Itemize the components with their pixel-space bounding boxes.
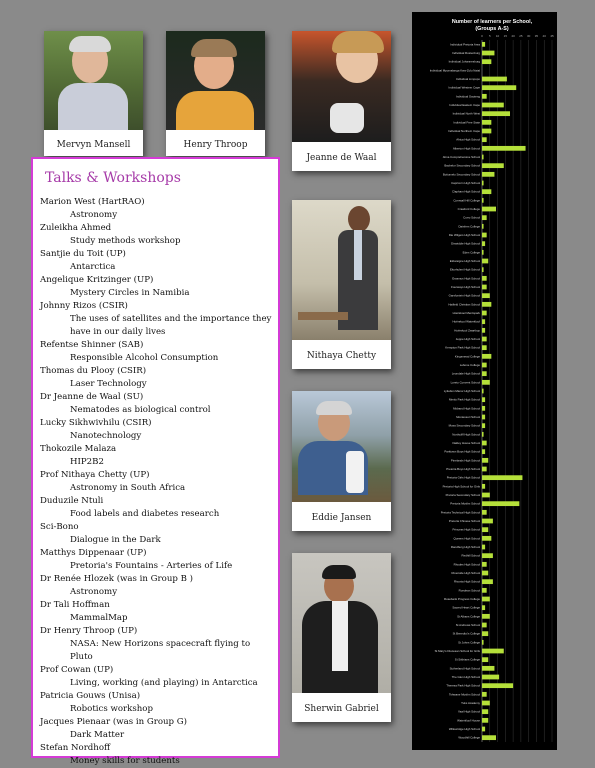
chart-bar	[482, 701, 490, 706]
category-label: Northcliff High School	[452, 432, 480, 437]
category-label: Queens High School	[453, 536, 480, 541]
talk-topic: Antarctica	[70, 262, 116, 272]
category-label: Vaal High School	[458, 709, 480, 714]
chart-bar	[482, 285, 487, 290]
category-label: Sutherland High School	[449, 666, 480, 671]
category-label: Die Wilgers High School	[448, 233, 480, 237]
talks-title: Talks & Workshops	[45, 170, 181, 186]
category-label: Crawford College	[457, 207, 480, 211]
category-label: Oakley House School	[452, 441, 480, 445]
category-label: Curro School	[463, 215, 480, 220]
chart-bar	[482, 146, 526, 151]
chart-bar	[482, 85, 516, 90]
talk-entry	[40, 690, 274, 716]
category-label: Montessori School	[456, 415, 480, 419]
category-label: Individual Rustenburg	[452, 51, 480, 55]
talk-topic: Responsible Alcohol Consumption	[70, 353, 219, 363]
chart-bar	[482, 224, 484, 229]
chart-bar	[482, 363, 487, 368]
portrait-image	[292, 200, 391, 340]
talk-speaker: Prof Cowan (UP)	[40, 665, 114, 675]
x-tick-label: 20	[511, 34, 515, 38]
category-label: Woodhill College	[458, 735, 480, 740]
category-label: Hoërskool Menlopark	[452, 311, 480, 315]
talk-entry	[40, 625, 274, 664]
category-label: Eden College	[462, 250, 480, 255]
chart-bar	[482, 267, 484, 272]
photo-caption: Henry Throop	[183, 140, 248, 150]
category-label: Individual Western Cape	[448, 85, 480, 90]
chart-bar	[482, 545, 485, 550]
chart-bar	[482, 51, 494, 56]
category-label: Sacred Heart College	[452, 605, 480, 610]
category-label: Kempton Park High School	[445, 345, 480, 350]
talk-topic: Study methods workshop	[70, 236, 181, 246]
chart-bar	[482, 103, 504, 108]
chart-bar	[482, 649, 504, 654]
chart-bar	[482, 666, 494, 671]
chart-bar	[482, 692, 487, 697]
chart-bar	[482, 250, 484, 255]
category-label: Dinwiddie High School	[451, 241, 480, 246]
chart-subtitle: (Groups A-S)	[475, 26, 509, 32]
talk-speaker: Dr Jeanne de Waal (SU)	[40, 392, 144, 402]
talk-topic: Pretoria's Fountains - Arteries of Life	[70, 561, 233, 571]
category-label: Mosa Secondary School	[448, 423, 480, 428]
category-label: Pretoria Secondary School	[445, 493, 480, 497]
category-label: Randburg High School	[450, 545, 480, 549]
talk-speaker: Dr Renée Hlozek (was in Group B )	[40, 574, 193, 584]
category-label: Pretoria Muslim School	[450, 501, 480, 506]
learners-bar-chart	[412, 12, 557, 750]
category-label: Individual Limpopo	[455, 77, 480, 81]
category-label: Parktown Boys High School	[444, 449, 480, 454]
chart-bar	[482, 215, 487, 220]
photo-caption: Sherwin Gabriel	[304, 704, 379, 714]
photo-caption: Jeanne de Waal	[306, 153, 377, 163]
category-label: Waterkloof House	[457, 718, 480, 723]
chart-bar	[482, 657, 488, 662]
talk-topic: Nematodes as biological control	[70, 405, 211, 415]
portrait-image	[292, 391, 391, 502]
talk-topic: The uses of satellites and the importance they have in our daily lives	[70, 314, 272, 337]
talk-entry	[40, 547, 274, 573]
category-label: Pretoria Girls High School	[446, 475, 480, 480]
chart-bar	[482, 467, 487, 472]
x-tick-label: 30	[526, 34, 531, 38]
talk-speaker: Thokozile Malaza	[40, 444, 117, 454]
category-label: Redhill School	[461, 553, 480, 558]
talk-topic: Astronomy	[70, 210, 118, 220]
chart-bar	[482, 42, 485, 47]
category-label: Individual North West	[452, 111, 480, 116]
talk-speaker: Santjie du Toit (UP)	[40, 249, 126, 259]
category-label: Menlo Park High School	[448, 397, 480, 402]
chart-bar	[482, 727, 485, 732]
category-label: Pretoria High School for Girls	[442, 484, 480, 489]
category-label: Africa High School	[456, 137, 480, 142]
talk-entry	[40, 573, 274, 599]
talk-topic: Money skills for students	[70, 756, 180, 766]
chart-bar	[482, 181, 484, 186]
talk-speaker: Patricia Gouws (Unisa)	[40, 691, 141, 701]
talk-speaker: Jacques Pienaar (was in Group G)	[40, 717, 188, 727]
chart-bar	[482, 233, 487, 238]
photo-caption: Nithaya Chetty	[306, 351, 377, 361]
chart-bar	[482, 94, 487, 99]
category-label: Pretoria Boys High School	[446, 467, 480, 471]
portrait-image	[44, 31, 143, 130]
chart-bar	[482, 259, 488, 264]
chart-bar	[482, 311, 487, 316]
talk-speaker: Dr Tali Hoffman	[40, 600, 110, 610]
x-tick-label: 35	[534, 34, 539, 38]
talk-speaker: Dr Henry Throop (UP)	[40, 626, 138, 636]
category-label: St Benedict's College	[452, 631, 480, 636]
chart-bar	[482, 458, 488, 463]
category-label: Cornwall Hill College	[453, 198, 480, 203]
x-tick-label: 0	[481, 34, 483, 38]
category-label: Lebone College	[459, 363, 480, 367]
chart-bar	[482, 501, 519, 506]
category-label: Rhodes High School	[453, 562, 480, 567]
talk-topic: Astronomy	[70, 587, 118, 597]
category-label: Boitumelo Secondary School	[442, 172, 480, 177]
chart-bar	[482, 163, 504, 168]
x-tick-label: 15	[503, 34, 508, 38]
talk-topic: Living, working (and playing) in Antarctica	[70, 678, 258, 688]
category-label: Clapham High School	[452, 189, 480, 194]
talk-speaker: Stefan Nordhoff	[40, 743, 111, 753]
chart-bar	[482, 406, 485, 411]
talk-entry	[40, 443, 274, 469]
category-label: Alma Comprehensive School	[442, 155, 480, 159]
category-label: Theresa Park High School	[446, 683, 480, 688]
category-label: Lyttelton Manor High School	[443, 389, 480, 393]
chart-bar	[482, 241, 485, 246]
talk-speaker: Johnny Rizos (CSIR)	[40, 301, 128, 311]
photo-nithaya-chetty	[292, 200, 391, 369]
talk-entry	[40, 742, 274, 768]
category-label: St Stithians College	[454, 657, 480, 662]
talk-topic: Dialogue in the Dark	[70, 535, 161, 545]
category-label: Willowridge High School	[448, 727, 480, 731]
category-label: Individual Eastern Cape	[449, 103, 480, 107]
talk-entry	[40, 196, 274, 222]
category-label: Rivonia High School	[453, 579, 480, 584]
category-label: St Albans College	[457, 614, 480, 619]
chart-bar	[482, 371, 487, 376]
chart-bar	[482, 579, 493, 584]
x-tick-label: 10	[495, 34, 500, 38]
category-label: Alberton High School	[452, 146, 480, 151]
chart-bar	[482, 519, 493, 524]
chart-bar	[482, 293, 490, 298]
category-label: Bachelor Secondary School	[444, 163, 480, 168]
chart-bar	[482, 155, 484, 160]
chart-bar	[482, 553, 493, 558]
category-label: Dainfern College	[458, 224, 480, 229]
talk-speaker: Sci-Bono	[40, 522, 79, 532]
talk-entry	[40, 339, 274, 365]
talk-entry	[40, 469, 274, 495]
photo-henry-throop	[166, 31, 265, 156]
category-label: Hoërskool Zwartkop	[454, 328, 480, 333]
photo-caption: Eddie Jansen	[311, 513, 372, 523]
chart-bar	[482, 207, 496, 212]
talk-topic: Robotics workshop	[70, 704, 153, 714]
talks-workshops-panel	[31, 157, 280, 766]
category-label: Individual Mpumalanga Kwa-Zulu Natal	[429, 68, 480, 73]
chart-bar	[482, 397, 485, 402]
x-tick-label: 40	[542, 34, 546, 38]
category-label: Tuks Academy	[461, 701, 480, 705]
chart-bar	[482, 423, 485, 428]
category-label: Pretoria Technical High School	[440, 510, 480, 515]
portrait-image	[292, 31, 391, 142]
chart-bar	[482, 527, 488, 532]
x-tick-label: 5	[488, 34, 491, 38]
chart-bar	[482, 319, 485, 324]
chart-bar	[482, 354, 491, 359]
talk-topic: Laser Technology	[70, 379, 147, 389]
talk-entry	[40, 716, 274, 742]
talk-entry	[40, 365, 274, 391]
chart-bar	[482, 59, 491, 64]
talk-speaker: Prof Nithaya Chetty (UP)	[40, 470, 150, 480]
category-label: Roedean School	[458, 588, 480, 593]
chart-bar	[482, 449, 485, 454]
talk-speaker: Duduzile Ntuli	[40, 496, 104, 506]
category-label: Hatfield Christian School	[448, 302, 480, 307]
talk-speaker: Angelique Kritzinger (UP)	[40, 275, 154, 285]
category-label: Garsfontein High School	[448, 293, 480, 298]
chart-bar	[482, 328, 485, 333]
category-label: Individual Pretoria Area	[450, 42, 480, 47]
chart-bar	[482, 614, 490, 619]
portrait-image	[292, 553, 391, 693]
photo-caption: Mervyn Mansell	[56, 140, 131, 150]
category-label: Princess High School	[452, 527, 480, 532]
category-label: Hoërskool Waterkloof	[452, 319, 480, 324]
category-label: Pretoria Chinese School	[448, 519, 480, 523]
category-label: Erasmus High School	[452, 276, 480, 281]
category-label: Tshwane Muslim School	[448, 692, 480, 697]
talk-entry	[40, 248, 274, 274]
category-label: Ekurhuleni High School	[449, 267, 480, 272]
chart-bar	[482, 709, 488, 714]
chart-bar	[482, 198, 484, 203]
talk-speaker: Refentse Shinner (SAB)	[40, 340, 144, 350]
category-label: Capricorn High School	[451, 181, 480, 185]
chart-bar	[482, 389, 484, 394]
category-label: St Mary's Diocesan School for Girls	[434, 649, 480, 653]
talk-entry	[40, 274, 274, 300]
category-label: Rosebank Progress College	[444, 597, 480, 601]
chart-bar	[482, 77, 507, 82]
chart-bar	[482, 571, 488, 576]
category-label: Midrand High School	[453, 406, 480, 411]
talk-entry	[40, 300, 274, 339]
category-label: Leondale High School	[451, 371, 480, 376]
category-label: Riverside High School	[451, 571, 480, 575]
photo-sherwin-gabriel	[292, 553, 391, 722]
chart-bar	[482, 415, 485, 420]
photo-jeanne-de-waal	[292, 31, 391, 171]
category-label: Individual Northern Cape	[448, 129, 480, 133]
chart-bar	[482, 510, 487, 515]
category-label: Loreto Convent School	[450, 380, 480, 385]
talk-entry	[40, 222, 274, 248]
talk-speaker: Matthys Dippenaar (UP)	[40, 548, 147, 558]
chart-bar	[482, 111, 510, 116]
chart-bar	[482, 189, 491, 194]
chart-bar	[482, 380, 490, 385]
chart-bar	[482, 475, 522, 480]
talk-topic: MammalMap	[70, 613, 128, 623]
learners-chart	[412, 12, 557, 750]
chart-bar	[482, 484, 485, 489]
talk-entry	[40, 599, 274, 625]
talk-topic: NASA: New Horizons spacecraft flying to Pluto	[70, 639, 251, 662]
talk-topic: HIP2B2	[70, 457, 104, 467]
talk-topic: Astronomy in South Africa	[70, 483, 186, 493]
chart-bar	[482, 631, 488, 636]
talk-speaker: Zuleikha Ahmed	[40, 223, 112, 233]
category-label: Pinelands High School	[450, 458, 480, 463]
talk-topic: Nanotechnology	[70, 431, 142, 441]
category-label: Individual Free State	[453, 120, 480, 125]
category-label: Individual Johannesburg	[448, 59, 480, 64]
talk-speaker: Marion West (HartRAO)	[40, 197, 145, 207]
chart-bar	[482, 718, 488, 723]
category-label: St Johns College	[458, 640, 480, 645]
chart-bar	[482, 172, 494, 177]
chart-bar	[482, 536, 491, 541]
talk-topic: Food labels and diabetes research	[70, 509, 220, 519]
talk-entry	[40, 391, 274, 417]
talk-topic: Mystery Circles in Namibia	[70, 288, 190, 298]
chart-bar	[482, 302, 491, 307]
photo-mervyn-mansell	[44, 31, 143, 156]
chart-bar	[482, 735, 496, 740]
chart-bar	[482, 120, 491, 125]
category-label: Individual Gauteng	[455, 94, 480, 99]
chart-bar	[482, 683, 513, 688]
chart-title: Number of learners per School,	[451, 19, 533, 25]
chart-bar	[482, 605, 485, 610]
category-label: Kingsmead College	[454, 354, 480, 359]
photo-eddie-jansen	[292, 391, 391, 531]
talk-speaker: Lucky Sikhwivhilu (CSIR)	[40, 418, 152, 428]
talk-entry	[40, 521, 274, 547]
x-tick-label: 25	[519, 34, 523, 38]
chart-bar	[482, 129, 491, 134]
chart-bar	[482, 441, 487, 446]
chart-bar	[482, 493, 490, 498]
chart-bar	[482, 588, 487, 593]
portrait-image	[166, 31, 265, 130]
chart-bar	[482, 345, 487, 350]
talk-entry	[40, 664, 274, 690]
category-label: Fourways High School	[451, 285, 480, 289]
talks-list	[40, 196, 274, 768]
x-tick-label: 45	[550, 34, 554, 38]
talk-speaker: Thomas du Plooy (CSIR)	[40, 366, 147, 376]
chart-bar	[482, 675, 499, 680]
talk-entry	[40, 495, 274, 521]
chart-bar	[482, 623, 487, 628]
category-label: Jeppe High School	[455, 337, 480, 341]
category-label: The Glen High School	[451, 675, 480, 679]
chart-bar	[482, 337, 487, 342]
chart-bar	[482, 597, 490, 602]
talk-topic: Dark Matter	[70, 730, 125, 740]
chart-bar	[482, 562, 487, 567]
chart-bar	[482, 137, 487, 142]
category-label: Eldoraigne High School	[449, 259, 480, 263]
talk-entry	[40, 417, 274, 443]
chart-bar	[482, 432, 484, 437]
chart-bar	[482, 276, 487, 281]
category-label: St Andrews School	[455, 623, 480, 627]
chart-bar	[482, 640, 484, 645]
